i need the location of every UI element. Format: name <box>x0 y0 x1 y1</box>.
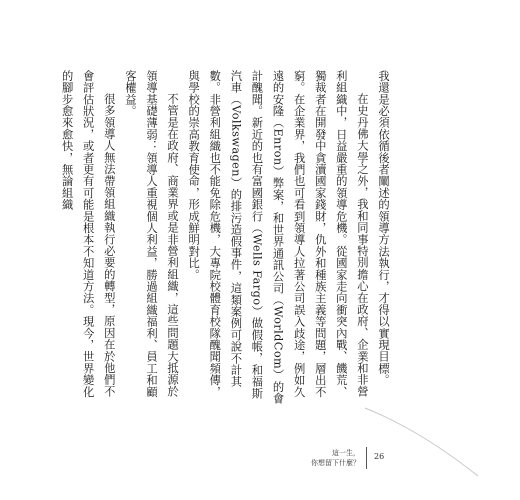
paragraph: 在史丹佛大學之外，我和同事特別擔心在政府、企業和非營利組織中，日益嚴重的領導危機。從國家走向衝突內戰、饑荒、獨裁者在開發中貪瀆國家錢財，仇外和種族主義等問題，層出不窮。在企業界，我們也可看到領導人拉著公司誤入歧途，例如久遠的安隆（Enron）弊案，和世界通訊公司（WorldCom）的會計醜聞。新近的也有富國銀行（Wells Fargo）做假帳，和福斯汽車（Volkswagen）的排污造假事件，這類案例可說不計其數。非營利組織也不能免除危機，大專院校體育校隊醜聞頻傳，與學校的崇高教育使命，形成鮮明對比。 <box>187 70 369 405</box>
footer-title-line: 這一生， <box>332 449 360 457</box>
body-text <box>57 70 395 408</box>
paragraph: 我還是必須依循後者闡述的領導方法執行，才得以實現目標。 <box>377 70 390 386</box>
footer-title-line: 你想留下什麼？ <box>311 459 360 467</box>
footer-divider <box>366 447 367 469</box>
paragraph: 不管是在政府、商業界或是非營利組織，這些問題大抵源於領導基礎薄弱：領導人重視個人利益，勝過組織福利、員工和顧客權益。 <box>123 70 180 398</box>
paragraph: 很多領導人無法帶領組織執行必要的轉型，原因在於他們不會評估狀況，或者更有可能是根本不知道方法。現今，世界變化的腳步愈來愈快，無論組織 <box>60 70 116 398</box>
running-footer-title <box>280 448 360 468</box>
page-number: 26 <box>374 452 385 461</box>
